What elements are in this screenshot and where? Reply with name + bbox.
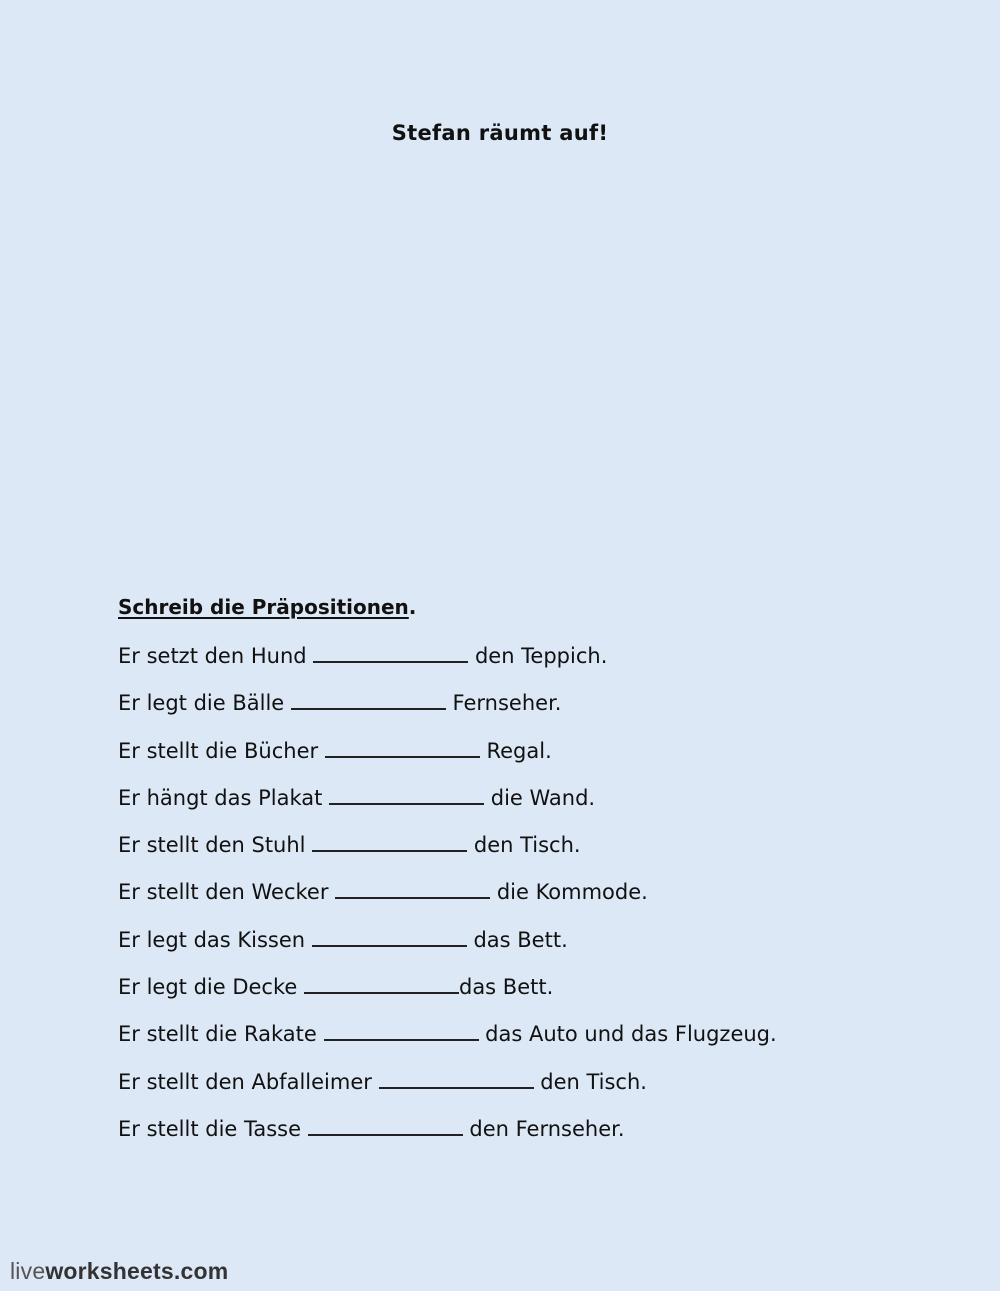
sentence-text-after: das Auto und das Flugzeug.: [478, 1022, 777, 1047]
sentence-text-after: das Bett.: [458, 975, 554, 1000]
sentence-text-after: den Teppich.: [468, 644, 608, 668]
instruction-text: Schreib die Präpositionen: [118, 595, 409, 619]
sentence-text-before: Er stellt die Tasse: [118, 1116, 308, 1141]
sentence-text-before: Er stellt den Wecker: [118, 880, 336, 905]
brand-logo-light: live: [10, 1258, 46, 1284]
page-title: Stefan räumt auf!: [391, 121, 609, 145]
sentence-text-before: Er stellt den Abfalleimer: [118, 1069, 379, 1094]
sentence-text-before: Er legt die Decke: [118, 975, 304, 1000]
sentence-text-before: Er stellt die Rakate: [118, 1022, 324, 1047]
answer-blank-3[interactable]: [325, 736, 480, 758]
sentence-7: [118, 925, 918, 972]
brand-logo-bold: worksheets.com: [45, 1258, 229, 1284]
sentence-text-after: Fernseher.: [445, 691, 562, 716]
answer-blank-10[interactable]: [379, 1067, 534, 1089]
answer-blank-11[interactable]: [308, 1114, 463, 1136]
answer-blank-5[interactable]: [312, 830, 467, 852]
answer-blank-4[interactable]: [329, 783, 484, 805]
sentence-text-after: das Bett.: [466, 927, 568, 952]
answer-blank-8[interactable]: [304, 972, 459, 994]
sentence-9: [118, 1019, 918, 1066]
sentence-text-before: Er legt die Bälle: [118, 691, 291, 716]
sentence-text-after: die Wand.: [484, 785, 596, 810]
sentence-list: [118, 641, 918, 1161]
sentence-10: [118, 1067, 918, 1114]
sentence-1: [118, 641, 918, 688]
answer-blank-6[interactable]: [335, 877, 490, 899]
sentence-text-before: Er stellt die Bücher: [118, 738, 325, 763]
answer-blank-9[interactable]: [324, 1019, 479, 1041]
sentence-text-before: Er legt das Kissen: [118, 927, 312, 952]
sentence-text-before: Er hängt das Plakat: [118, 785, 330, 810]
sentence-4: [118, 783, 918, 830]
sentence-3: [118, 736, 918, 783]
sentence-2: [118, 688, 918, 735]
sentence-5: [118, 830, 918, 877]
brand-logo: [10, 1258, 228, 1285]
sentence-8: [118, 972, 918, 1019]
sentence-text-after: den Tisch.: [533, 1069, 647, 1094]
answer-blank-7[interactable]: [312, 925, 467, 947]
instruction-punct: .: [408, 595, 417, 619]
answer-blank-1[interactable]: [313, 641, 468, 663]
sentence-text-after: die Kommode.: [490, 880, 648, 905]
answer-blank-2[interactable]: [291, 688, 446, 710]
sentence-11: [118, 1114, 918, 1161]
sentence-text-before: Er setzt den Hund: [118, 644, 314, 668]
sentence-text-after: den Tisch.: [467, 833, 581, 858]
sentence-text-after: den Fernseher.: [462, 1116, 625, 1141]
sentence-6: [118, 877, 918, 924]
instruction-heading: [118, 595, 416, 619]
sentence-text-after: Regal.: [479, 738, 552, 763]
sentence-text-before: Er stellt den Stuhl: [118, 833, 313, 858]
